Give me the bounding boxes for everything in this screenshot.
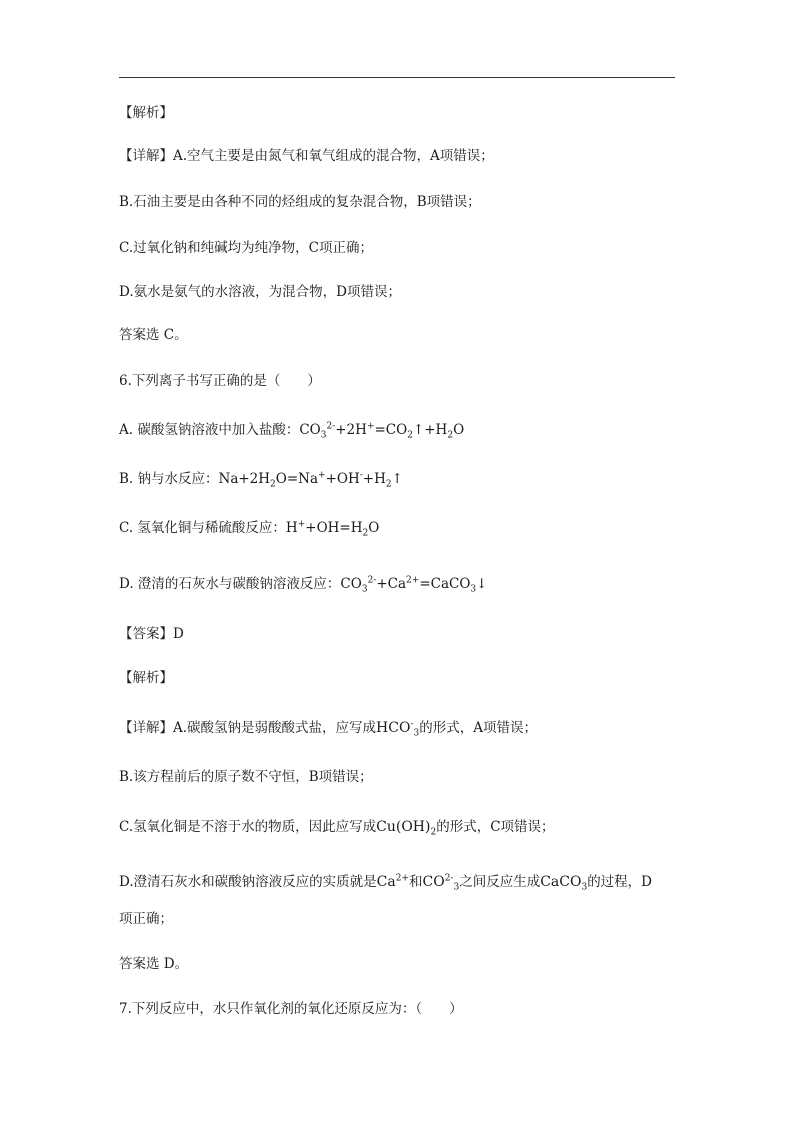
analysis-heading-1: 【解析】: [119, 105, 173, 121]
question-6: 6.下列离子书写正确的是（ ）: [119, 373, 321, 389]
option-b: B. 钠与水反应：$Na+2H_2O=Na^++OH^-+H_2↑$: [119, 470, 403, 490]
explanation-d: D.氨水是氨气的水溶液，为混合物，D项错误；: [119, 284, 401, 300]
analysis-heading-2: 【解析】: [119, 670, 173, 686]
header-rule: [119, 77, 675, 78]
explanation-6b: B.该方程前后的原子数不守恒，B项错误；: [119, 769, 373, 785]
explanation-a: 【详解】A.空气主要是由氮气和氧气组成的混合物，A项错误；: [119, 148, 494, 164]
explanation-c: C.过氧化钠和纯碱均为纯净物，C项正确；: [119, 240, 373, 256]
answer-label: 【答案】D: [119, 626, 184, 642]
question-7: 7.下列反应中，水只作氧化剂的氧化还原反应为：（ ）: [119, 1001, 463, 1017]
explanation-6d-cont: 项正确；: [119, 911, 173, 927]
option-d: D. 澄清的石灰水与碳酸钠溶液反应：$CO_3^{2-}+Ca^{2+}=CaCO_3↓$: [119, 575, 488, 595]
explanation-6d: D.澄清石灰水和碳酸钠溶液反应的实质就是$Ca^{2+}$和$CO^{2-}_3$之间反应生成CaCO$_3$的过程，D: [119, 873, 653, 893]
explanation-6a: 【详解】A.碳酸氢钠是弱酸酸式盐，应写成$HCO^-_3$的形式，A项错误；: [119, 719, 537, 739]
answer-choice-6: 答案选 D。: [119, 956, 189, 972]
explanation-6c: C.氢氧化铜是不溶于水的物质，因此应写成$Cu(OH)_2$的形式，C项错误；: [119, 819, 555, 838]
answer-choice-5: 答案选 C。: [119, 327, 188, 343]
option-c: C. 氢氧化铜与稀硫酸反应：$H^++OH=H_2O$: [119, 519, 380, 539]
option-a: A. 碳酸氢钠溶液中加入盐酸：$CO_3^{2-}+2H^+=CO_2↑+H_2O$: [119, 421, 465, 441]
explanation-b: B.石油主要是由各种不同的烃组成的复杂混合物，B项错误；: [119, 194, 481, 210]
